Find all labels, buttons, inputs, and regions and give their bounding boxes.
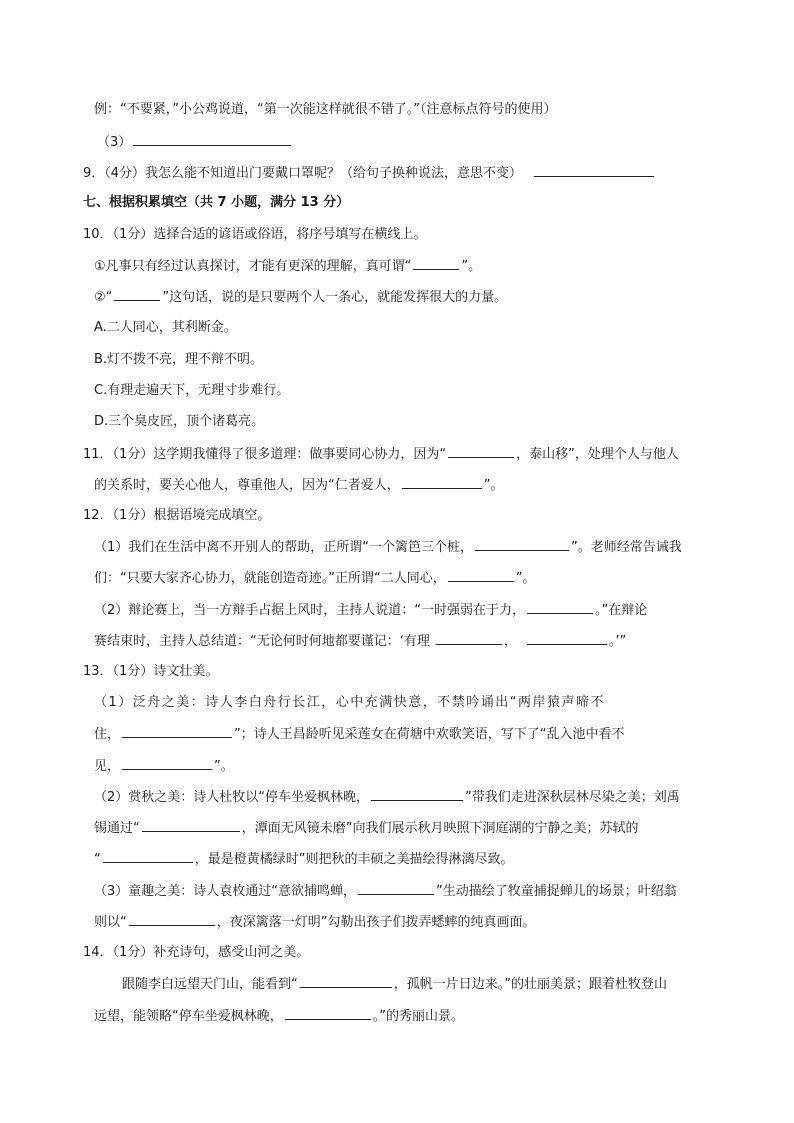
option-d-text: D.三个臭皮匠，顶个诸葛亮。 [94,414,265,429]
q12-1-text-1: （1）我们在生活中离不开别人的帮助，正所谓“一个篱笆三个桩， [94,540,474,555]
section-7-heading [83,193,794,213]
q11-text-4: ”。 [483,478,504,493]
q14-line-2 [94,1006,794,1026]
answer-blank[interactable] [448,444,514,458]
q13-title: 13．（1分）诗文壮美。 [83,664,219,679]
q13-3-text-1: （3）童趣之美：诗人袁枚通过“意欲捕鸣蝉， [94,884,357,899]
q11-text-1: 11．（1分）这学期我懂得了很多道理：做事要同心协力，因为“ [83,447,447,462]
answer-blank[interactable] [133,132,291,146]
q12-1-line-2 [94,568,794,588]
q13-1-line-3 [94,756,794,776]
q10-1-end: ”。 [461,259,482,274]
q13-2-line-2 [94,818,794,838]
q10-2-start: ②“ [94,290,113,305]
q13-1-text-4: 见， [94,759,121,774]
answer-blank[interactable] [436,631,502,645]
q12-1-text-3: 们：“只要大家齐心协力，就能创造奇迹。”正所谓“二人同心， [94,571,446,586]
q12-1-line-1 [94,537,794,557]
answer-blank[interactable] [129,912,215,926]
q13-1-text-1: （1）泛舟之美：诗人李白舟行长江，心中充满快意，不禁吟诵出“两岸猿声啼不 [94,695,606,710]
q13-2-text-4: ，潭面无风镜未磨”向我们展示秋月映照下洞庭湖的宁静之美；苏轼的 [241,821,639,836]
answer-blank[interactable] [402,475,482,489]
q13-1-text-5: ”。 [214,759,234,774]
q13-1-text-3: ”；诗人王昌龄听见采莲女在荷塘中欢歌笑语，写下了“乱入池中看不 [234,727,625,742]
q11-text-2: ，泰山移”，处理个人与他人 [516,447,679,462]
q13-3-text-2: ”生动描绘了牧童捕捉蝉儿的场景；叶绍翁 [436,884,677,899]
q13-2-line-3 [94,849,794,869]
option-d [94,412,794,432]
q12-1-text-4: ”。 [515,571,536,586]
q12-1-text-2: ”。老师经常告诫我 [571,540,682,555]
q13-2-text-2: ”带我们走进深秋层林尽染之美；刘禹 [465,790,680,805]
q12-2-line-1 [94,600,794,620]
q10-title-line [83,225,794,245]
answer-blank[interactable] [534,163,654,177]
q13-1-line-2 [94,724,794,744]
q14-text-3: 远望，能领略“停车坐爱枫林晚， [94,1009,283,1024]
q8-3-line [97,132,794,152]
option-c [94,381,794,401]
q10-1-line [94,256,794,276]
option-a-text: A.二人同心，其利断金。 [94,320,237,335]
q13-1-line-1 [94,693,794,713]
q12-2-comma: ， [503,634,517,649]
q14-line-1 [122,974,794,994]
q13-1-text-2: 住， [94,727,121,742]
q13-title-line [83,662,794,682]
q13-3-text-4: ，夜深篱落一灯明”勾勒出孩子们拨弄蟋蟀的纯真画面。 [216,915,536,930]
q10-title: 10．（1分）选择合适的谚语或俗语，将序号填写在横线上。 [83,227,427,242]
q14-title: 14．（1分）补充诗句，感受山河之美。 [83,945,310,960]
option-b [94,350,794,370]
example-line [94,100,794,120]
answer-blank[interactable] [358,881,434,895]
q13-2-line-1 [94,787,794,807]
q13-2-text-3: 锡通过“ [94,821,140,836]
option-c-text: C.有理走遍天下，无理寸步难行。 [94,383,290,398]
q10-2-line [94,287,794,307]
q12-2-text-1: （2）辩论赛上，当一方辩手占据上风时，主持人说道：“一时强弱在于力， [94,603,526,618]
q13-3-line-1 [94,881,794,901]
answer-blank[interactable] [300,974,392,988]
q10-2-text: ”这句话，说的是只要两个人一条心，就能发挥很大的力量。 [162,290,508,305]
q14-text-1: 跟随李白远望天门山，能看到“ [122,977,298,992]
answer-blank[interactable] [413,256,459,270]
q14-text-2: ，孤帆一片日边来。”的壮丽美景；跟着杜牧登山 [393,977,667,992]
q9-line [83,163,794,183]
q9-text: 9．（4分）我怎么能不知道出门要戴口罩呢？（给句子换种说法，意思不变） [83,166,523,181]
q10-1-text: ①凡事只有经过认真探讨，才能有更深的理解，真可谓“ [94,259,412,274]
answer-blank[interactable] [122,724,232,738]
q12-title: 12．（1分）根据语境完成填空。 [83,508,271,523]
q12-2-text-4: 。’” [608,634,627,649]
answer-blank[interactable] [371,787,463,801]
answer-blank[interactable] [285,1006,371,1020]
answer-blank[interactable] [122,756,212,770]
q14-text-4: 。”的秀丽山景。 [372,1009,464,1024]
answer-blank[interactable] [142,818,240,832]
q13-3-line-2 [94,912,794,932]
q12-2-text-3: 赛结束时，主持人总结道：“无论何时何地都要谨记：‘有理 [94,634,430,649]
answer-blank[interactable] [527,631,607,645]
q13-2-text-1: （2）赏秋之美：诗人杜牧以“停车坐爱枫林晚， [94,790,370,805]
q11-line-2 [94,475,794,495]
q12-2-line-2 [94,631,794,651]
option-a [94,318,794,338]
q11-text-3: 的关系时，要关心他人，尊重他人，因为“仁者爱人， [94,478,400,493]
q11-line-1 [83,444,794,464]
q12-2-text-2: 。”在辩论 [595,603,648,618]
answer-blank[interactable] [114,287,160,301]
q12-title-line [83,506,794,526]
q13-2-text-6: ，最是橙黄橘绿时”则把秋的丰硕之美描绘得淋漓尽致。 [194,852,514,867]
answer-blank[interactable] [103,849,193,863]
answer-blank[interactable] [448,568,514,582]
example-text: 例：“不要紧，”小公鸡说道，“第一次能这样就很不错了。”（注意标点符号的使用） [94,102,557,117]
q8-3-label: （3） [97,135,132,150]
answer-blank[interactable] [527,600,593,614]
section-7-text: 七、根据积累填空（共 7 小题，满分 13 分） [83,195,350,210]
q14-title-line [83,943,794,963]
q13-2-text-5: “ [94,852,101,867]
answer-blank[interactable] [475,537,569,551]
q13-3-text-3: 则以“ [94,915,127,930]
option-b-text: B.灯不拨不亮，理不辩不明。 [94,352,264,367]
